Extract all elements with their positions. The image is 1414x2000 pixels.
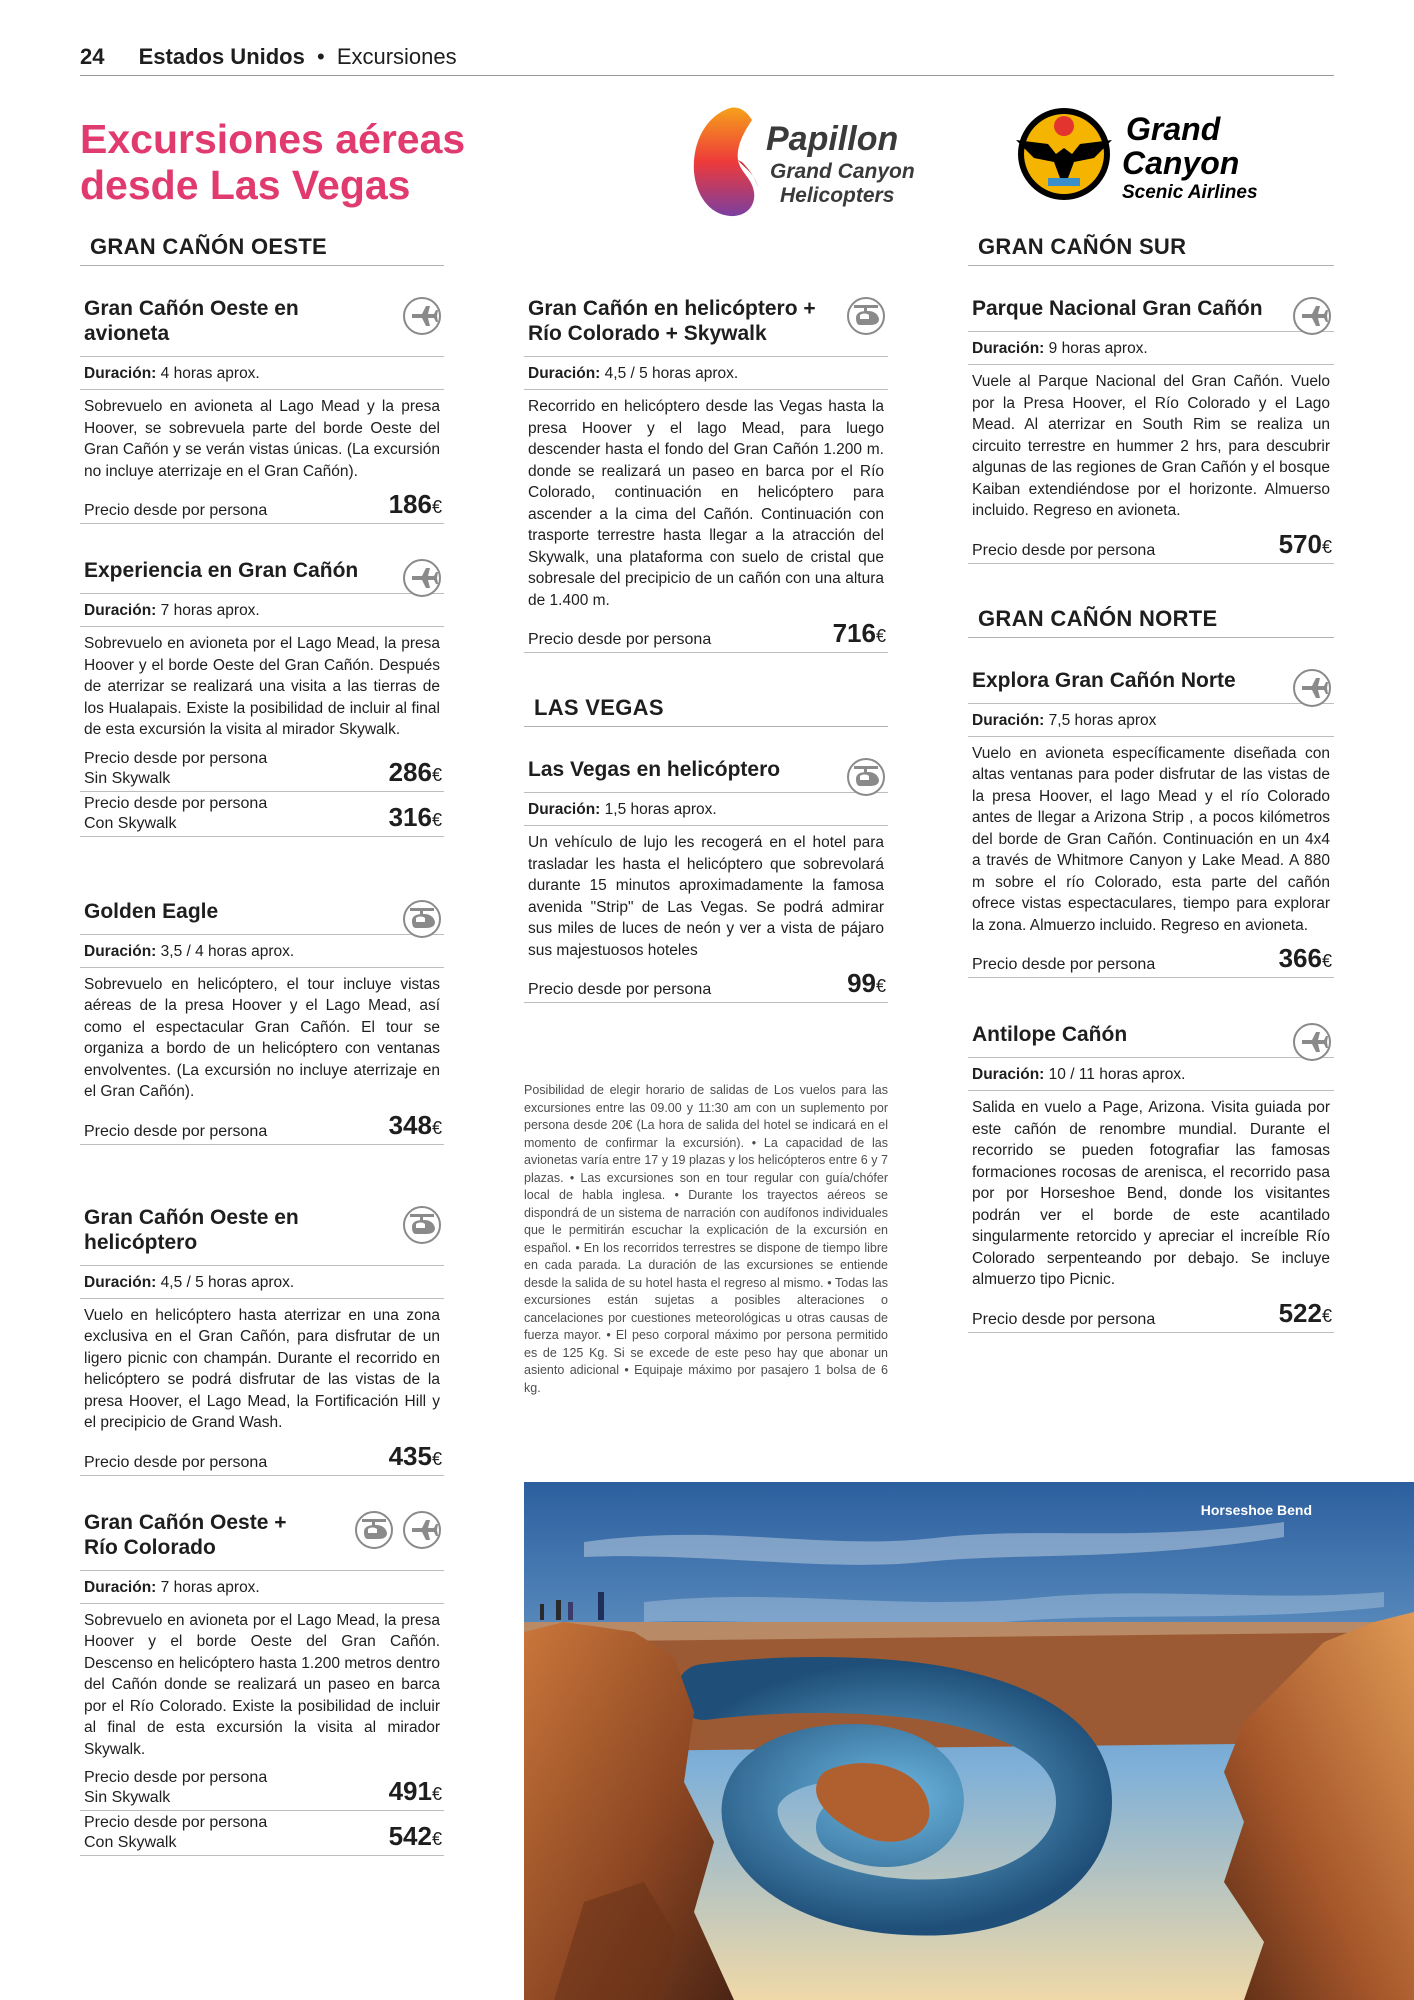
excursion-duration: Duración: 7 horas aprox.	[80, 1570, 444, 1604]
column-left	[80, 226, 444, 1890]
section-heading: GRAN CAÑÓN NORTE	[968, 598, 1334, 638]
excursion-description: Vuelo en avioneta específicamente diseñada con altas ventanas para poder disfrutar de las vistas de la presa Hoover, el lago Mead y el río Colorado antes de llegar a Arizona Strip , a pocos kilómetros del borde de Gran Cañón. Continuación en un 4x4 a través de Whitmore Canyon y Lake Mead. A 880 m sobre el río Colorado, esta parte del cañón ofrece vistas espectaculares, tiempo para explorar la zona. Almuerzo incluido. Regreso en avioneta.	[972, 744, 1330, 934]
excursion-description: Sobrevuelo en helicóptero, el tour incluye vistas aéreas de la presa Hoover y el Lago Mead, así como el espectacular Gran Cañón. El tour se organiza a bordo de un helicóptero con ventanas envolventes. (La excursión no incluye aterrizaje en el Gran Cañón).	[84, 975, 440, 1100]
page-title	[80, 116, 500, 208]
price-label: Precio desde por persona	[972, 1310, 1156, 1328]
excursion-title: Explora Gran Cañón Norte	[972, 668, 1236, 692]
price-label: Precio desde por persona	[84, 1122, 268, 1140]
helicopter-icon	[402, 1205, 442, 1250]
excursion-card	[524, 757, 888, 1003]
excursion-duration: Duración: 7,5 horas aprox	[968, 703, 1334, 737]
scenic-airlines-logo-line1: Grand	[1126, 111, 1221, 147]
plane-icon	[1292, 668, 1332, 713]
price-amount: 348€	[388, 1109, 442, 1140]
photo-caption: Horseshoe Bend	[1200, 1502, 1312, 1518]
plane-icon	[1292, 1022, 1332, 1067]
scenic-airlines-logo	[998, 104, 1298, 214]
page-title-line1: Excursiones aéreas	[80, 116, 466, 162]
price-row	[80, 1109, 444, 1145]
plane-icon	[1292, 296, 1332, 341]
section-heading: GRAN CAÑÓN SUR	[968, 226, 1334, 266]
price-amount: 570€	[1278, 528, 1332, 559]
price-row	[80, 747, 444, 792]
excursion-title: Experiencia en Gran Cañón	[84, 559, 359, 582]
header-separator: •	[316, 44, 325, 69]
price-row	[80, 792, 444, 837]
excursion-description: Salida en vuelo a Page, Arizona. Visita guiada por este cañón de renombre mundial. Durante el recorrido se pueden fotografiar las famosas formaciones rocosas de arenisca, el recorrido pasa por por Horseshoe Bend, donde los visitantes podrán ver el borde de este acantilado singularmente retorcido y apreciar el increíble Río Colorado serpenteando por debajo. Se incluye almuerzo tipo Picnic.	[972, 1099, 1330, 1288]
excursion-description: Un vehículo de lujo les recogerá en el hotel para trasladar les hasta el helicóptero que sobrevolará durante 15 minutos aproximadamente la famosa avenida "Strip" de Las Vegas. Se podrá admirar sus miles de luces de neón y ver a vista de pájaro sus majestuosos hoteles	[528, 834, 884, 959]
excursion-title: Gran Cañón Oeste en avioneta	[84, 297, 299, 345]
price-amount: 435€	[388, 1440, 442, 1471]
excursion-card	[968, 1022, 1334, 1333]
excursion-card	[968, 296, 1334, 564]
helicopter-icon	[402, 899, 442, 944]
excursion-duration: Duración: 4,5 / 5 horas aprox.	[80, 1265, 444, 1299]
excursion-card	[80, 1510, 444, 1857]
papillon-logo	[686, 102, 926, 222]
price-row	[80, 1811, 444, 1856]
price-label: Precio desde por persona Con Skywalk	[84, 794, 268, 832]
excursion-card	[80, 296, 444, 524]
page-title-line2: desde Las Vegas	[80, 162, 411, 208]
helicopter-icon	[354, 1510, 394, 1555]
price-label: Precio desde por persona	[84, 1453, 268, 1471]
page-number: 24	[80, 44, 105, 69]
excursion-duration: Duración: 3,5 / 4 horas aprox.	[80, 934, 444, 968]
excursion-duration: Duración: 7 horas aprox.	[80, 593, 444, 627]
excursion-card	[80, 1205, 444, 1476]
price-row	[968, 528, 1334, 564]
excursion-duration: Duración: 9 horas aprox.	[968, 331, 1334, 365]
price-amount: 716€	[832, 618, 886, 648]
section-heading: LAS VEGAS	[524, 687, 888, 727]
helicopter-icon	[846, 757, 886, 802]
excursion-description: Sobrevuelo en avioneta por el Lago Mead, la presa Hoover y el borde Oeste del Gran Cañón. Descenso en helicóptero hasta 1.200 metros dentro del Cañón donde se realizará un paseo en barca por el Río Colorado. Existe la posibilidad de incluir al final de esta excursión la visita al mirador Skywalk.	[84, 1611, 440, 1758]
excursion-duration: Duración: 10 / 11 horas aprox.	[968, 1057, 1334, 1091]
scenic-airlines-logo-line2: Canyon	[1122, 145, 1240, 181]
price-amount: 542€	[388, 1821, 442, 1851]
price-row	[524, 617, 888, 653]
scenic-airlines-logo-line3: Scenic Airlines	[1122, 182, 1258, 203]
papillon-logo-line3: Helicopters	[780, 184, 895, 207]
price-amount: 186€	[388, 489, 442, 519]
conditions-note: Posibilidad de elegir horario de salidas de Los vuelos para las excursiones entre las 09.00 y 11:30 am con un suplemento por persona desde 20€ (La hora de salida del hotel se indicará en el momento de confirmar la excursión). • La capacidad de las avionetas varía entre 17 y 19 plazas y los helicópteros entre 6 y 7 plazas. • Las excursiones son en tour regular con guía/chófer local de habla inglesa. • Durante los trayectos aéreos se dispondrá de un sistema de narración con audífonos individuales que le permitirán escuchar la explicación de la excursión en español. • En los recorridos terrestres se dispone de tiempo libre en cada parada. La duración de las excursiones se entiende desde la salida de su hotel hasta el regreso al mismo. • Todas las excursiones están sujetas a posibles alteraciones o cancelaciones por cuestiones meteorológicas u otras causas de fuerza mayor. • El peso corporal máximo por persona permitido es de 125 Kg. Si se excede de este peso hay que abonar un asiento adicional • Equipaje máximo por pasajero 1 bolsa de 6 kg.	[524, 1083, 888, 1395]
excursion-description: Vuelo en helicóptero hasta aterrizar en una zona exclusiva en el Gran Cañón, para disfrutar de un ligero picnic con champán. Durante el recorrido en helicóptero se podrá disfrutar de las vistas de la presa Hoover, el Lago Mead, la Fortificación Hill y el precipicio de Grand Wash.	[84, 1306, 440, 1431]
excursion-description: Sobrevuelo en avioneta por el Lago Mead, la presa Hoover y el borde Oeste del Gran Cañón. Después de aterrizar se realizará una visita a las tierras de los Hualapais. Existe la posibilidad de incluir al final de esta excursión la visita al mirador Skywalk.	[84, 635, 440, 738]
subsection-name: Excursiones	[336, 44, 457, 69]
price-amount: 286€	[388, 756, 442, 787]
price-label: Precio desde por persona Sin Skywalk	[84, 749, 268, 787]
price-row	[80, 488, 444, 524]
excursion-card	[968, 668, 1334, 979]
excursion-title: Las Vegas en helicóptero	[528, 758, 781, 781]
plane-icon	[402, 296, 442, 341]
price-row	[968, 1297, 1334, 1333]
excursion-title: Parque Nacional Gran Cañón	[972, 297, 1263, 320]
excursion-card	[524, 296, 888, 653]
column-middle	[524, 296, 888, 1037]
price-label: Precio desde por persona Con Skywalk	[84, 1814, 268, 1851]
price-row	[524, 967, 888, 1003]
horseshoe-bend-photo	[524, 1482, 1414, 2000]
excursion-title: Gran Cañón Oeste en helicóptero	[84, 1205, 299, 1254]
excursion-duration: Duración: 4,5 / 5 horas aprox.	[524, 356, 888, 390]
excursion-duration: Duración: 4 horas aprox.	[80, 356, 444, 390]
excursion-description: Sobrevuelo en avioneta al Lago Mead y la presa Hoover, se sobrevuela parte del borde Oeste del Gran Cañón y se verán vistas únicas. (La excursión no incluye aterrizaje en el Gran Cañón).	[84, 398, 440, 480]
excursion-card	[80, 899, 444, 1145]
excursion-description: Recorrido en helicóptero desde las Vegas hasta la presa Hoover y el lago Mead, para luego descender hasta el fondo del Gran Cañón 1.200 m. donde se realizará un paseo en barca por el Río Colorado, continuación en helicóptero para ascender a la cima del Cañón. Continuación con trasporte terrestre hasta llegar a la atracción del Skywalk, una plataforma con suelo de cristal que sobresale del precipicio de un cañón con una altura de 1.400 m.	[528, 398, 884, 609]
price-row	[80, 1766, 444, 1811]
price-row	[80, 1440, 444, 1476]
section-heading: GRAN CAÑÓN OESTE	[80, 226, 444, 266]
section-name: Estados Unidos	[138, 44, 305, 69]
excursion-description: Vuele al Parque Nacional del Gran Cañón. Vuelo por la Presa Hoover, el Río Colorado y el Lago Mead. Al aterrizar en South Rim se realiza un circuito terrestre en hummer 2 hrs, para descubrir algunas de las regiones de Gran Cañón y el bosque Kaiban extendiéndose por el horizonte. Almuerso incluido. Regreso en avioneta.	[972, 373, 1330, 519]
price-amount: 316€	[388, 801, 442, 832]
price-amount: 491€	[388, 1776, 442, 1806]
price-label: Precio desde por persona	[972, 956, 1156, 973]
price-amount: 522€	[1278, 1297, 1332, 1328]
papillon-logo-line2: Grand Canyon	[770, 160, 915, 183]
excursion-title: Antilope Cañón	[972, 1023, 1128, 1046]
price-label: Precio desde por persona	[528, 981, 712, 998]
price-label: Precio desde por persona Sin Skywalk	[84, 1769, 268, 1806]
plane-icon	[402, 558, 442, 603]
papillon-logo-line1: Papillon	[766, 120, 899, 158]
plane-icon	[402, 1510, 442, 1555]
column-right	[968, 226, 1334, 1367]
helicopter-icon	[846, 296, 886, 341]
price-label: Precio desde por persona	[84, 502, 268, 519]
page-header	[80, 44, 1334, 76]
price-label: Precio desde por persona	[528, 631, 712, 648]
excursion-duration: Duración: 1,5 horas aprox.	[524, 792, 888, 826]
price-row	[968, 942, 1334, 978]
excursion-card	[80, 558, 444, 837]
excursion-title: Gran Cañón Oeste + Río Colorado	[84, 1510, 287, 1559]
price-label: Precio desde por persona	[972, 541, 1156, 559]
excursion-title: Golden Eagle	[84, 899, 219, 923]
price-amount: 366€	[1278, 943, 1332, 973]
excursion-title: Gran Cañón en helicóptero + Río Colorado + Skywalk	[528, 297, 816, 345]
price-amount: 99€	[847, 968, 886, 998]
